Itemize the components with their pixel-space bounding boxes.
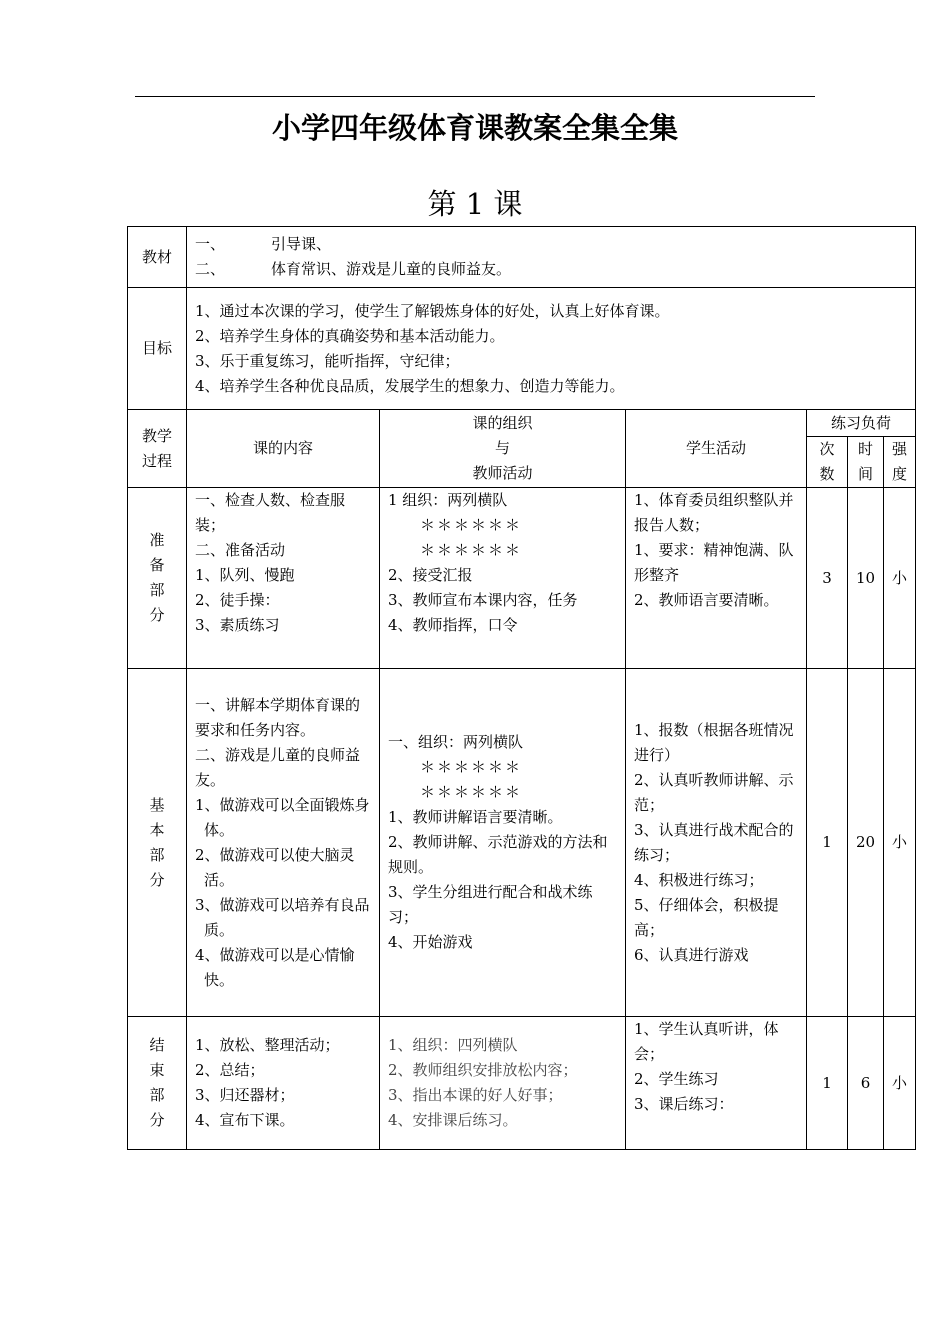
- formation-stars: ＊＊＊＊＊＊: [420, 783, 523, 801]
- header-student-activity: 学生活动: [626, 410, 807, 488]
- materials-row: [128, 227, 916, 288]
- goals-row: [128, 288, 916, 410]
- materials-item: 一、 引导课、: [195, 235, 332, 253]
- materials-label: 教材: [128, 227, 187, 288]
- section-label: 准 备 部 分: [128, 488, 187, 669]
- document-title: 小学四年级体育课教案全集全集: [271, 111, 678, 145]
- goal-item: 1、通过本次课的学习，使学生了解锻炼身体的好处，认真上好体育课。: [195, 301, 670, 320]
- section-row-preparation: [128, 488, 916, 669]
- formation-stars: ＊＊＊＊＊＊: [420, 758, 523, 776]
- section-intensity: 小: [884, 488, 916, 669]
- goal-item: 3、乐于重复练习，能听指挥，守纪律；: [195, 351, 460, 370]
- header-intensity: 强 度: [884, 437, 916, 488]
- lesson-title: 第 1 课: [427, 187, 523, 221]
- materials-content: [187, 227, 916, 288]
- section-count: 1: [807, 1017, 848, 1150]
- header-organization: 课的组织 与 教师活动: [380, 410, 626, 488]
- section-student-activity: 1、报数（根据各班情况进行） 2、认真听教师讲解、示范； 3、认真进行战术配合的练习； 4、积极进行练习； 5、仔细体会，积极提高； 6、认真进行游戏: [626, 669, 807, 1017]
- goals-label: 目标: [128, 288, 187, 410]
- section-count: 1: [807, 669, 848, 1017]
- goal-item: 4、培养学生各种优良品质，发展学生的想象力、创造力等能力。: [195, 376, 625, 395]
- lesson-plan-table: [127, 226, 916, 1150]
- header-process: 教学 过程: [128, 410, 187, 488]
- section-intensity: 小: [884, 1017, 916, 1150]
- formation-stars: ＊＊＊＊＊＊: [420, 516, 523, 534]
- goals-content: [187, 288, 916, 410]
- section-student-activity: 1、学生认真听讲，体会； 2、学生练习 3、课后练习：: [626, 1017, 807, 1150]
- section-label: 基 本 部 分: [128, 669, 187, 1017]
- section-content: 一、检查人数、检查服装； 二、准备活动 1、队列、慢跑 2、徒手操： 3、素质练习: [187, 488, 380, 669]
- section-count: 3: [807, 488, 848, 669]
- formation-stars: ＊＊＊＊＊＊: [420, 541, 523, 559]
- section-content: 一、讲解本学期体育课的要求和任务内容。 二、游戏是儿童的良师益友。 1、做游戏可以全面锻炼身体。 2、做游戏可以使大脑灵活。 3、做游戏可以培养有良品质。 4、做游戏可以是心情愉快。: [187, 669, 380, 1017]
- materials-item: 二、 体育常识、游戏是儿童的良师益友。: [195, 260, 512, 278]
- header-time: 时 间: [848, 437, 884, 488]
- top-rule: [135, 96, 815, 97]
- section-organization: 1 组织：两列横队 ＊＊＊＊＊＊ ＊＊＊＊＊＊ 2、接受汇报 3、教师宣布本课内容，任务 4、教师指挥，口令: [380, 488, 626, 669]
- section-label: 结 束 部 分: [128, 1017, 187, 1150]
- section-row-closing: [128, 1017, 916, 1150]
- header-exercise-load: 练习负荷: [807, 410, 916, 437]
- header-content: 课的内容: [187, 410, 380, 488]
- header-count: 次 数: [807, 437, 848, 488]
- section-content: 1、放松、整理活动； 2、总结； 3、归还器材； 4、宣布下课。: [187, 1017, 380, 1150]
- section-time: 6: [848, 1017, 884, 1150]
- section-time: 10: [848, 488, 884, 669]
- section-organization: 1、组织：四列横队 2、教师组织安排放松内容； 3、指出本课的好人好事； 4、安排课后练习。: [380, 1017, 626, 1150]
- goal-item: 2、培养学生身体的真确姿势和基本活动能力。: [195, 326, 505, 345]
- section-intensity: 小: [884, 669, 916, 1017]
- section-row-basic: [128, 669, 916, 1017]
- section-organization: 一、组织：两列横队 ＊＊＊＊＊＊ ＊＊＊＊＊＊ 1、教师讲解语言要清晰。 2、教师讲解、示范游戏的方法和规则。 3、学生分组进行配合和战术练习； 4、开始游戏: [380, 669, 626, 1017]
- section-student-activity: 1、体育委员组织整队并报告人数； 1、要求：精神饱满、队形整齐 2、教师语言要清晰。: [626, 488, 807, 669]
- section-time: 20: [848, 669, 884, 1017]
- header-row: [128, 410, 916, 437]
